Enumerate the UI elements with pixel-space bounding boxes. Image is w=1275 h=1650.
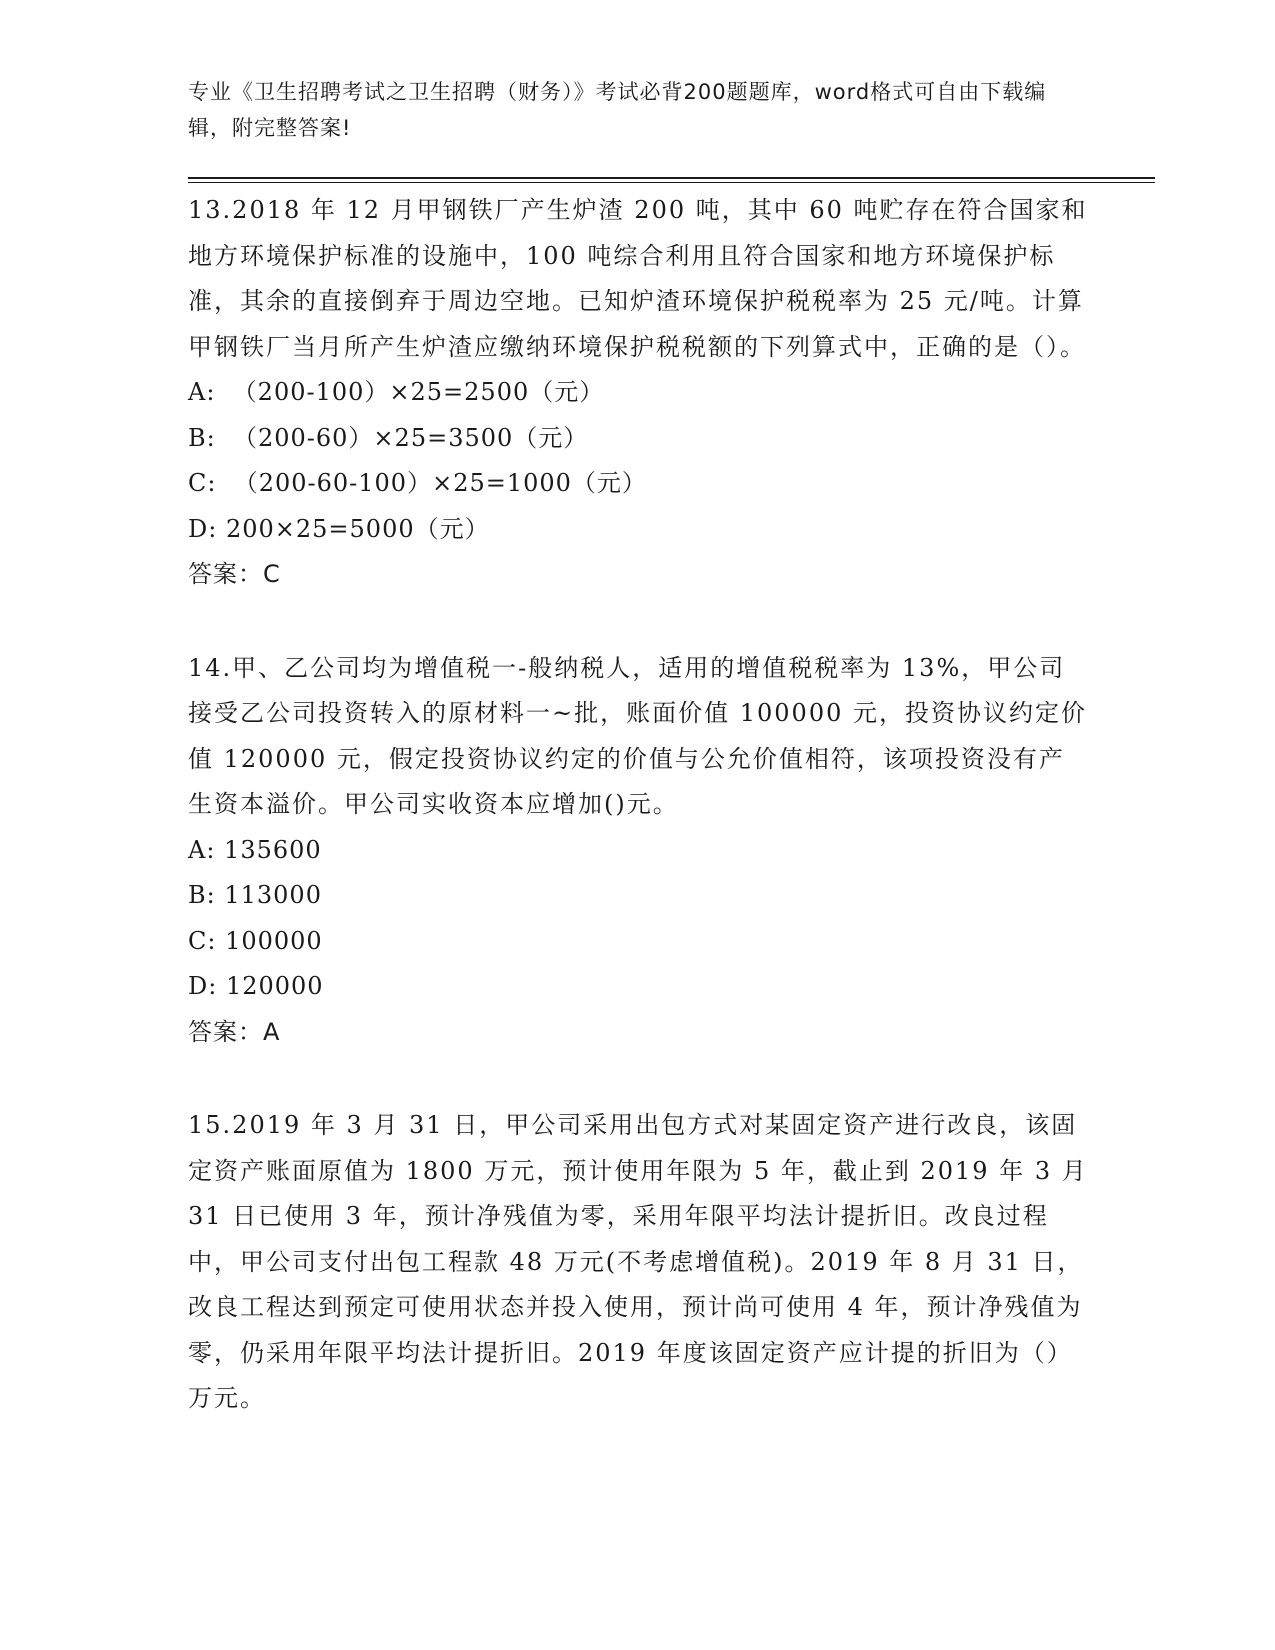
answer-label: 答案：C bbox=[188, 560, 281, 588]
answer-label: 答案：A bbox=[188, 1017, 281, 1046]
option-a: A: （200-100）×25=2500（元） bbox=[188, 378, 605, 406]
option-b: B: 113000 bbox=[188, 881, 322, 909]
question-stem: 13.2018 年 12 月甲钢铁厂产生炉渣 200 吨，其中 60 吨贮存在符合国家和地方环境保护标准的设施中，100 吨综合利用且符合国家和地方环境保护标准，其余的直接倒弃于周边空地。已知炉渣环境保护税税率为 25 元/吨。计算甲钢铁厂当月所产生炉渣应缴纳环境保护税税额的下列算式中，正确的是（）。 bbox=[188, 196, 1088, 361]
option-c: C: 100000 bbox=[188, 926, 323, 955]
question-spacer bbox=[188, 1055, 1088, 1103]
question-list bbox=[188, 188, 1088, 1422]
question-spacer bbox=[188, 598, 1088, 646]
question-14 bbox=[188, 646, 1088, 1056]
question-15 bbox=[188, 1103, 1088, 1422]
option-c: C: （200-60-100）×25=1000（元） bbox=[188, 469, 647, 497]
question-stem: 15.2019 年 3 月 31 日，甲公司采用出包方式对某固定资产进行改良，该固定资产账面原值为 1800 万元，预计使用年限为 5 年，截止到 2019 年 3 月 31 日已使用 3 年，预计净残值为零，采用年限平均法计提折旧。改良过程中，甲公司支付出包工程款 48 万元(不考虑增值税)。2019 年 8 月 31 日，改良工程达到预定可使用状态并投入使用，预计尚可使用 4 年，预计净残值为零，仍采用年限平均法计提折旧。2019 年度该固定资产应计提的折旧为（）万元。 bbox=[188, 1111, 1088, 1412]
question-stem: 14.甲、乙公司均为增值税一-般纳税人，适用的增值税税率为 13%，甲公司接受乙公司投资转入的原材料一~批，账面价值 100000 元，投资协议约定价值 120000 元，假定投资协议约定的价值与公允价值相符，该项投资没有产生资本溢价。甲公司实收资本应增加()元。 bbox=[188, 653, 1087, 818]
option-d: D: 200×25=5000（元） bbox=[188, 514, 490, 543]
header-divider-thick bbox=[188, 177, 1155, 179]
header-divider-thin bbox=[188, 182, 1155, 183]
option-d: D: 120000 bbox=[188, 972, 324, 1000]
option-b: B: （200-60）×25=3500（元） bbox=[188, 423, 589, 452]
question-13 bbox=[188, 188, 1088, 598]
option-a: A: 135600 bbox=[188, 835, 322, 864]
document-header: 专业《卫生招聘考试之卫生招聘（财务）》考试必背200题题库，word格式可自由下载编辑，附完整答案! bbox=[188, 80, 1047, 140]
